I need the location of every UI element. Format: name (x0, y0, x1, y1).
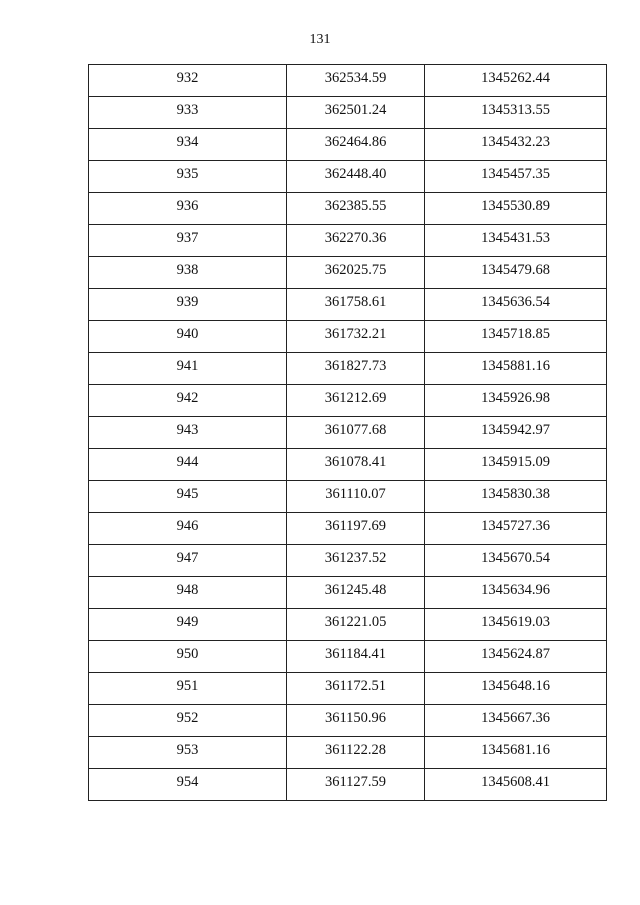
point-number-cell: 951 (89, 673, 287, 705)
table-row (89, 225, 607, 257)
table-row (89, 769, 607, 801)
page-number: 131 (309, 32, 331, 47)
point-number-cell: 942 (89, 385, 287, 417)
table-row (89, 673, 607, 705)
table-row (89, 417, 607, 449)
x-coordinate-cell: 361110.07 (287, 481, 425, 513)
y-coordinate-cell: 1345624.87 (425, 641, 607, 673)
y-coordinate-cell: 1345667.36 (425, 705, 607, 737)
table-row (89, 705, 607, 737)
table-row (89, 385, 607, 417)
point-number-cell: 952 (89, 705, 287, 737)
x-coordinate-cell: 362025.75 (287, 257, 425, 289)
table-row (89, 321, 607, 353)
table-row (89, 577, 607, 609)
coordinates-table-body (89, 65, 607, 801)
y-coordinate-cell: 1345681.16 (425, 737, 607, 769)
y-coordinate-cell: 1345830.38 (425, 481, 607, 513)
point-number-cell: 943 (89, 417, 287, 449)
x-coordinate-cell: 361237.52 (287, 545, 425, 577)
y-coordinate-cell: 1345881.16 (425, 353, 607, 385)
x-coordinate-cell: 362448.40 (287, 161, 425, 193)
point-number-cell: 939 (89, 289, 287, 321)
x-coordinate-cell: 362501.24 (287, 97, 425, 129)
x-coordinate-cell: 361172.51 (287, 673, 425, 705)
table-row (89, 129, 607, 161)
y-coordinate-cell: 1345926.98 (425, 385, 607, 417)
y-coordinate-cell: 1345634.96 (425, 577, 607, 609)
point-number-cell: 950 (89, 641, 287, 673)
table-row (89, 289, 607, 321)
table-row (89, 257, 607, 289)
point-number-cell: 933 (89, 97, 287, 129)
y-coordinate-cell: 1345942.97 (425, 417, 607, 449)
x-coordinate-cell: 361127.59 (287, 769, 425, 801)
x-coordinate-cell: 362464.86 (287, 129, 425, 161)
x-coordinate-cell: 361197.69 (287, 513, 425, 545)
table-row (89, 609, 607, 641)
y-coordinate-cell: 1345431.53 (425, 225, 607, 257)
coordinates-table (88, 64, 607, 801)
y-coordinate-cell: 1345313.55 (425, 97, 607, 129)
x-coordinate-cell: 361221.05 (287, 609, 425, 641)
point-number-cell: 947 (89, 545, 287, 577)
point-number-cell: 936 (89, 193, 287, 225)
point-number-cell: 934 (89, 129, 287, 161)
x-coordinate-cell: 361732.21 (287, 321, 425, 353)
x-coordinate-cell: 361122.28 (287, 737, 425, 769)
y-coordinate-cell: 1345670.54 (425, 545, 607, 577)
y-coordinate-cell: 1345479.68 (425, 257, 607, 289)
table-row (89, 513, 607, 545)
table-row (89, 65, 607, 97)
x-coordinate-cell: 361245.48 (287, 577, 425, 609)
table-row (89, 97, 607, 129)
x-coordinate-cell: 361827.73 (287, 353, 425, 385)
point-number-cell: 932 (89, 65, 287, 97)
point-number-cell: 948 (89, 577, 287, 609)
point-number-cell: 940 (89, 321, 287, 353)
x-coordinate-cell: 361212.69 (287, 385, 425, 417)
table-row (89, 161, 607, 193)
table-row (89, 545, 607, 577)
y-coordinate-cell: 1345915.09 (425, 449, 607, 481)
table-row (89, 353, 607, 385)
point-number-cell: 949 (89, 609, 287, 641)
x-coordinate-cell: 361077.68 (287, 417, 425, 449)
y-coordinate-cell: 1345530.89 (425, 193, 607, 225)
point-number-cell: 945 (89, 481, 287, 513)
x-coordinate-cell: 362534.59 (287, 65, 425, 97)
point-number-cell: 935 (89, 161, 287, 193)
y-coordinate-cell: 1345619.03 (425, 609, 607, 641)
x-coordinate-cell: 362270.36 (287, 225, 425, 257)
table-row (89, 193, 607, 225)
x-coordinate-cell: 361150.96 (287, 705, 425, 737)
y-coordinate-cell: 1345432.23 (425, 129, 607, 161)
x-coordinate-cell: 361078.41 (287, 449, 425, 481)
point-number-cell: 953 (89, 737, 287, 769)
x-coordinate-cell: 361184.41 (287, 641, 425, 673)
point-number-cell: 941 (89, 353, 287, 385)
y-coordinate-cell: 1345636.54 (425, 289, 607, 321)
point-number-cell: 944 (89, 449, 287, 481)
y-coordinate-cell: 1345727.36 (425, 513, 607, 545)
y-coordinate-cell: 1345608.41 (425, 769, 607, 801)
table-row (89, 481, 607, 513)
point-number-cell: 937 (89, 225, 287, 257)
table-row (89, 641, 607, 673)
point-number-cell: 954 (89, 769, 287, 801)
point-number-cell: 946 (89, 513, 287, 545)
table-row (89, 449, 607, 481)
x-coordinate-cell: 362385.55 (287, 193, 425, 225)
y-coordinate-cell: 1345262.44 (425, 65, 607, 97)
y-coordinate-cell: 1345648.16 (425, 673, 607, 705)
table-row (89, 737, 607, 769)
x-coordinate-cell: 361758.61 (287, 289, 425, 321)
y-coordinate-cell: 1345457.35 (425, 161, 607, 193)
point-number-cell: 938 (89, 257, 287, 289)
y-coordinate-cell: 1345718.85 (425, 321, 607, 353)
